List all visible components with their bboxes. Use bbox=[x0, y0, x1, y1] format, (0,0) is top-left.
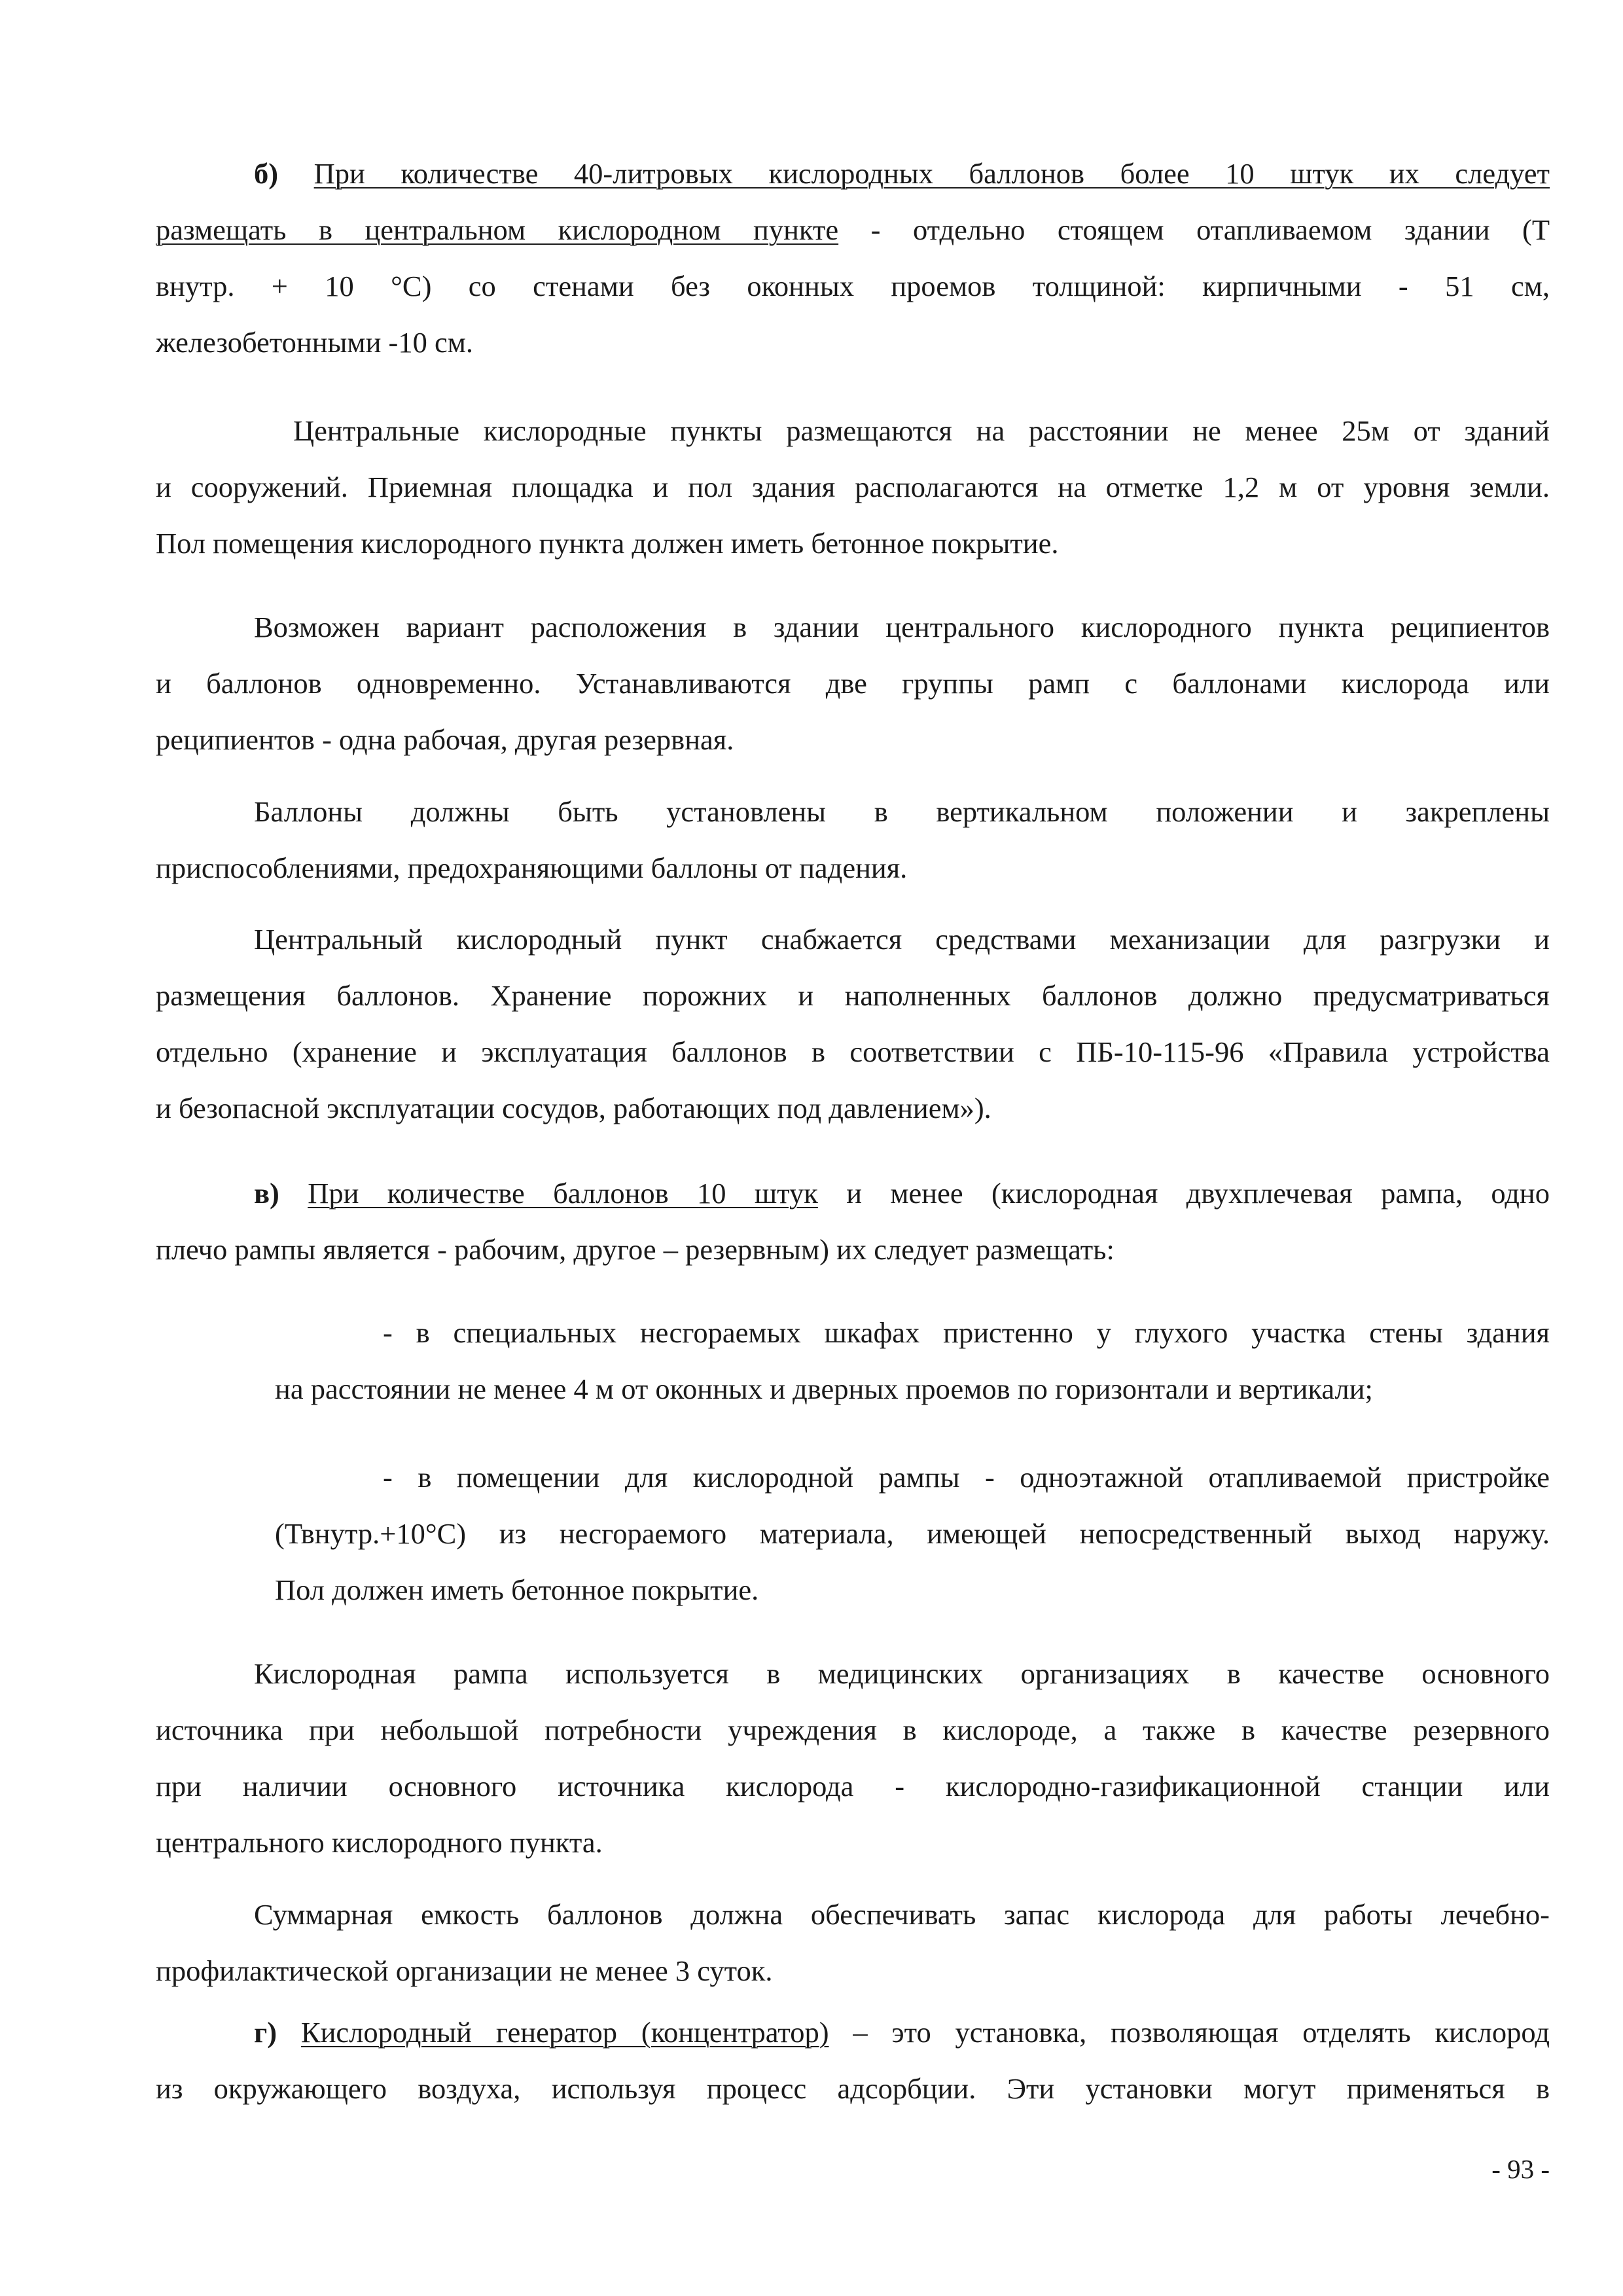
paragraph-v-line-2: плечо рампы является - рабочим, другое – резервным) их следует размещать: bbox=[156, 1233, 1115, 1266]
paragraph-mechanization-line-2: размещения баллонов. Хранение порожних и наполненных баллонов должно предусматриваться bbox=[156, 979, 1550, 1012]
paragraph-mechanization bbox=[156, 911, 1550, 1136]
page-number: - 93 - bbox=[1491, 2154, 1550, 2184]
paragraph-ramp-line-2: источника при небольшой потребности учреждения в кислороде, а также в качестве резервного bbox=[156, 1713, 1550, 1746]
paragraph-v-line-1: в) При количестве баллонов 10 штук и менее (кислородная двухплечевая рампа, одно bbox=[254, 1177, 1550, 1210]
paragraph-vertical bbox=[156, 783, 1550, 896]
paragraph-vertical-line-2: приспособлениями, предохраняющими баллоны от падения. bbox=[156, 852, 908, 884]
paragraph-capacity bbox=[156, 1886, 1550, 1999]
list-marker-v: в) bbox=[254, 1177, 279, 1210]
paragraph-central-line-2: и сооружений. Приемная площадка и пол здания располагаются на отметке 1,2 м от уровня земли. bbox=[156, 471, 1550, 503]
paragraph-central-line-1: Центральные кислородные пункты размещаются на расстоянии не менее 25м от зданий bbox=[293, 414, 1550, 447]
paragraph-ramp-line-3: при наличии основного источника кислорода - кислородно-газификационной станции или bbox=[156, 1770, 1550, 1803]
paragraph-g-line-2: из окружающего воздуха, используя процесс адсорбции. Эти установки могут применяться в bbox=[156, 2072, 1550, 2105]
paragraph-g bbox=[156, 2004, 1550, 2117]
list-item-cabinets bbox=[275, 1304, 1550, 1417]
list-item-cabinets-line-1: - в специальных несгораемых шкафах пристенно у глухого участка стены здания bbox=[383, 1316, 1550, 1349]
paragraph-variant-line-3: реципиентов - одна рабочая, другая резервная. bbox=[156, 723, 734, 756]
paragraph-capacity-line-1: Суммарная емкость баллонов должна обеспечивать запас кислорода для работы лечебно- bbox=[254, 1898, 1550, 1931]
list-marker-g: г) bbox=[254, 2016, 277, 2049]
underlined-heading-b: При количестве 40-литровых кислородных баллонов более 10 штук их следует bbox=[313, 157, 1550, 190]
paragraph-ramp bbox=[156, 1645, 1550, 1871]
underlined-heading-v: При количестве баллонов 10 штук bbox=[308, 1177, 818, 1210]
list-item-room-line-1: - в помещении для кислородной рампы - одноэтажной отапливаемой пристройке bbox=[383, 1461, 1550, 1494]
paragraph-g-line-1: г) Кислородный генератор (концентратор) – это установка, позволяющая отделять кислород bbox=[254, 2016, 1550, 2049]
list-item-room-line-2: (Твнутр.+10°С) из несгораемого материала, имеющей непосредственный выход наружу. bbox=[275, 1517, 1550, 1550]
list-marker-b: б) bbox=[254, 157, 279, 190]
paragraph-b-line-4: железобетонными -10 см. bbox=[156, 326, 474, 359]
paragraph-b-line-3: внутр. + 10 °С) со стенами без оконных проемов толщиной: кирпичными - 51 см, bbox=[156, 270, 1550, 302]
paragraph-v bbox=[156, 1165, 1550, 1278]
underlined-heading-g: Кислородный генератор (концентратор) bbox=[300, 2016, 829, 2049]
paragraph-b-line-1 bbox=[156, 145, 1550, 202]
paragraph-ramp-line-1: Кислородная рампа используется в медицинских организациях в качестве основного bbox=[254, 1657, 1550, 1690]
paragraph-mechanization-line-3: отдельно (хранение и эксплуатация баллонов в соответствии с ПБ-10-115-96 «Правила устройства bbox=[156, 1035, 1550, 1068]
underlined-heading-b-cont: размещать в центральном кислородном пункте bbox=[156, 213, 839, 246]
paragraph-mechanization-line-1: Центральный кислородный пункт снабжается средствами механизации для разгрузки и bbox=[254, 923, 1550, 956]
paragraph-central bbox=[156, 403, 1550, 571]
paragraph-b-line-2: размещать в центральном кислородном пункте - отдельно стоящем отапливаемом здании (Т bbox=[156, 213, 1550, 246]
list-item-room bbox=[275, 1449, 1550, 1618]
paragraph-b bbox=[156, 145, 1550, 370]
paragraph-central-line-3: Пол помещения кислородного пункта должен иметь бетонное покрытие. bbox=[156, 527, 1059, 560]
paragraph-ramp-line-4: центрального кислородного пункта. bbox=[156, 1826, 603, 1859]
list-item-room-line-3: Пол должен иметь бетонное покрытие. bbox=[275, 1573, 759, 1606]
paragraph-variant-line-1: Возможен вариант расположения в здании центрального кислородного пункта реципиентов bbox=[254, 611, 1550, 643]
list-item-cabinets-line-2: на расстоянии не менее 4 м от оконных и дверных проемов по горизонтали и вертикали; bbox=[275, 1372, 1373, 1405]
paragraph-capacity-line-2: профилактической организации не менее 3 суток. bbox=[156, 1954, 773, 1987]
paragraph-variant bbox=[156, 599, 1550, 768]
paragraph-vertical-line-1: Баллоны должны быть установлены в вертикальном положении и закреплены bbox=[254, 795, 1550, 828]
paragraph-mechanization-line-4: и безопасной эксплуатации сосудов, работающих под давлением»). bbox=[156, 1092, 991, 1124]
paragraph-variant-line-2: и баллонов одновременно. Устанавливаются две группы рамп с баллонами кислорода или bbox=[156, 667, 1550, 700]
